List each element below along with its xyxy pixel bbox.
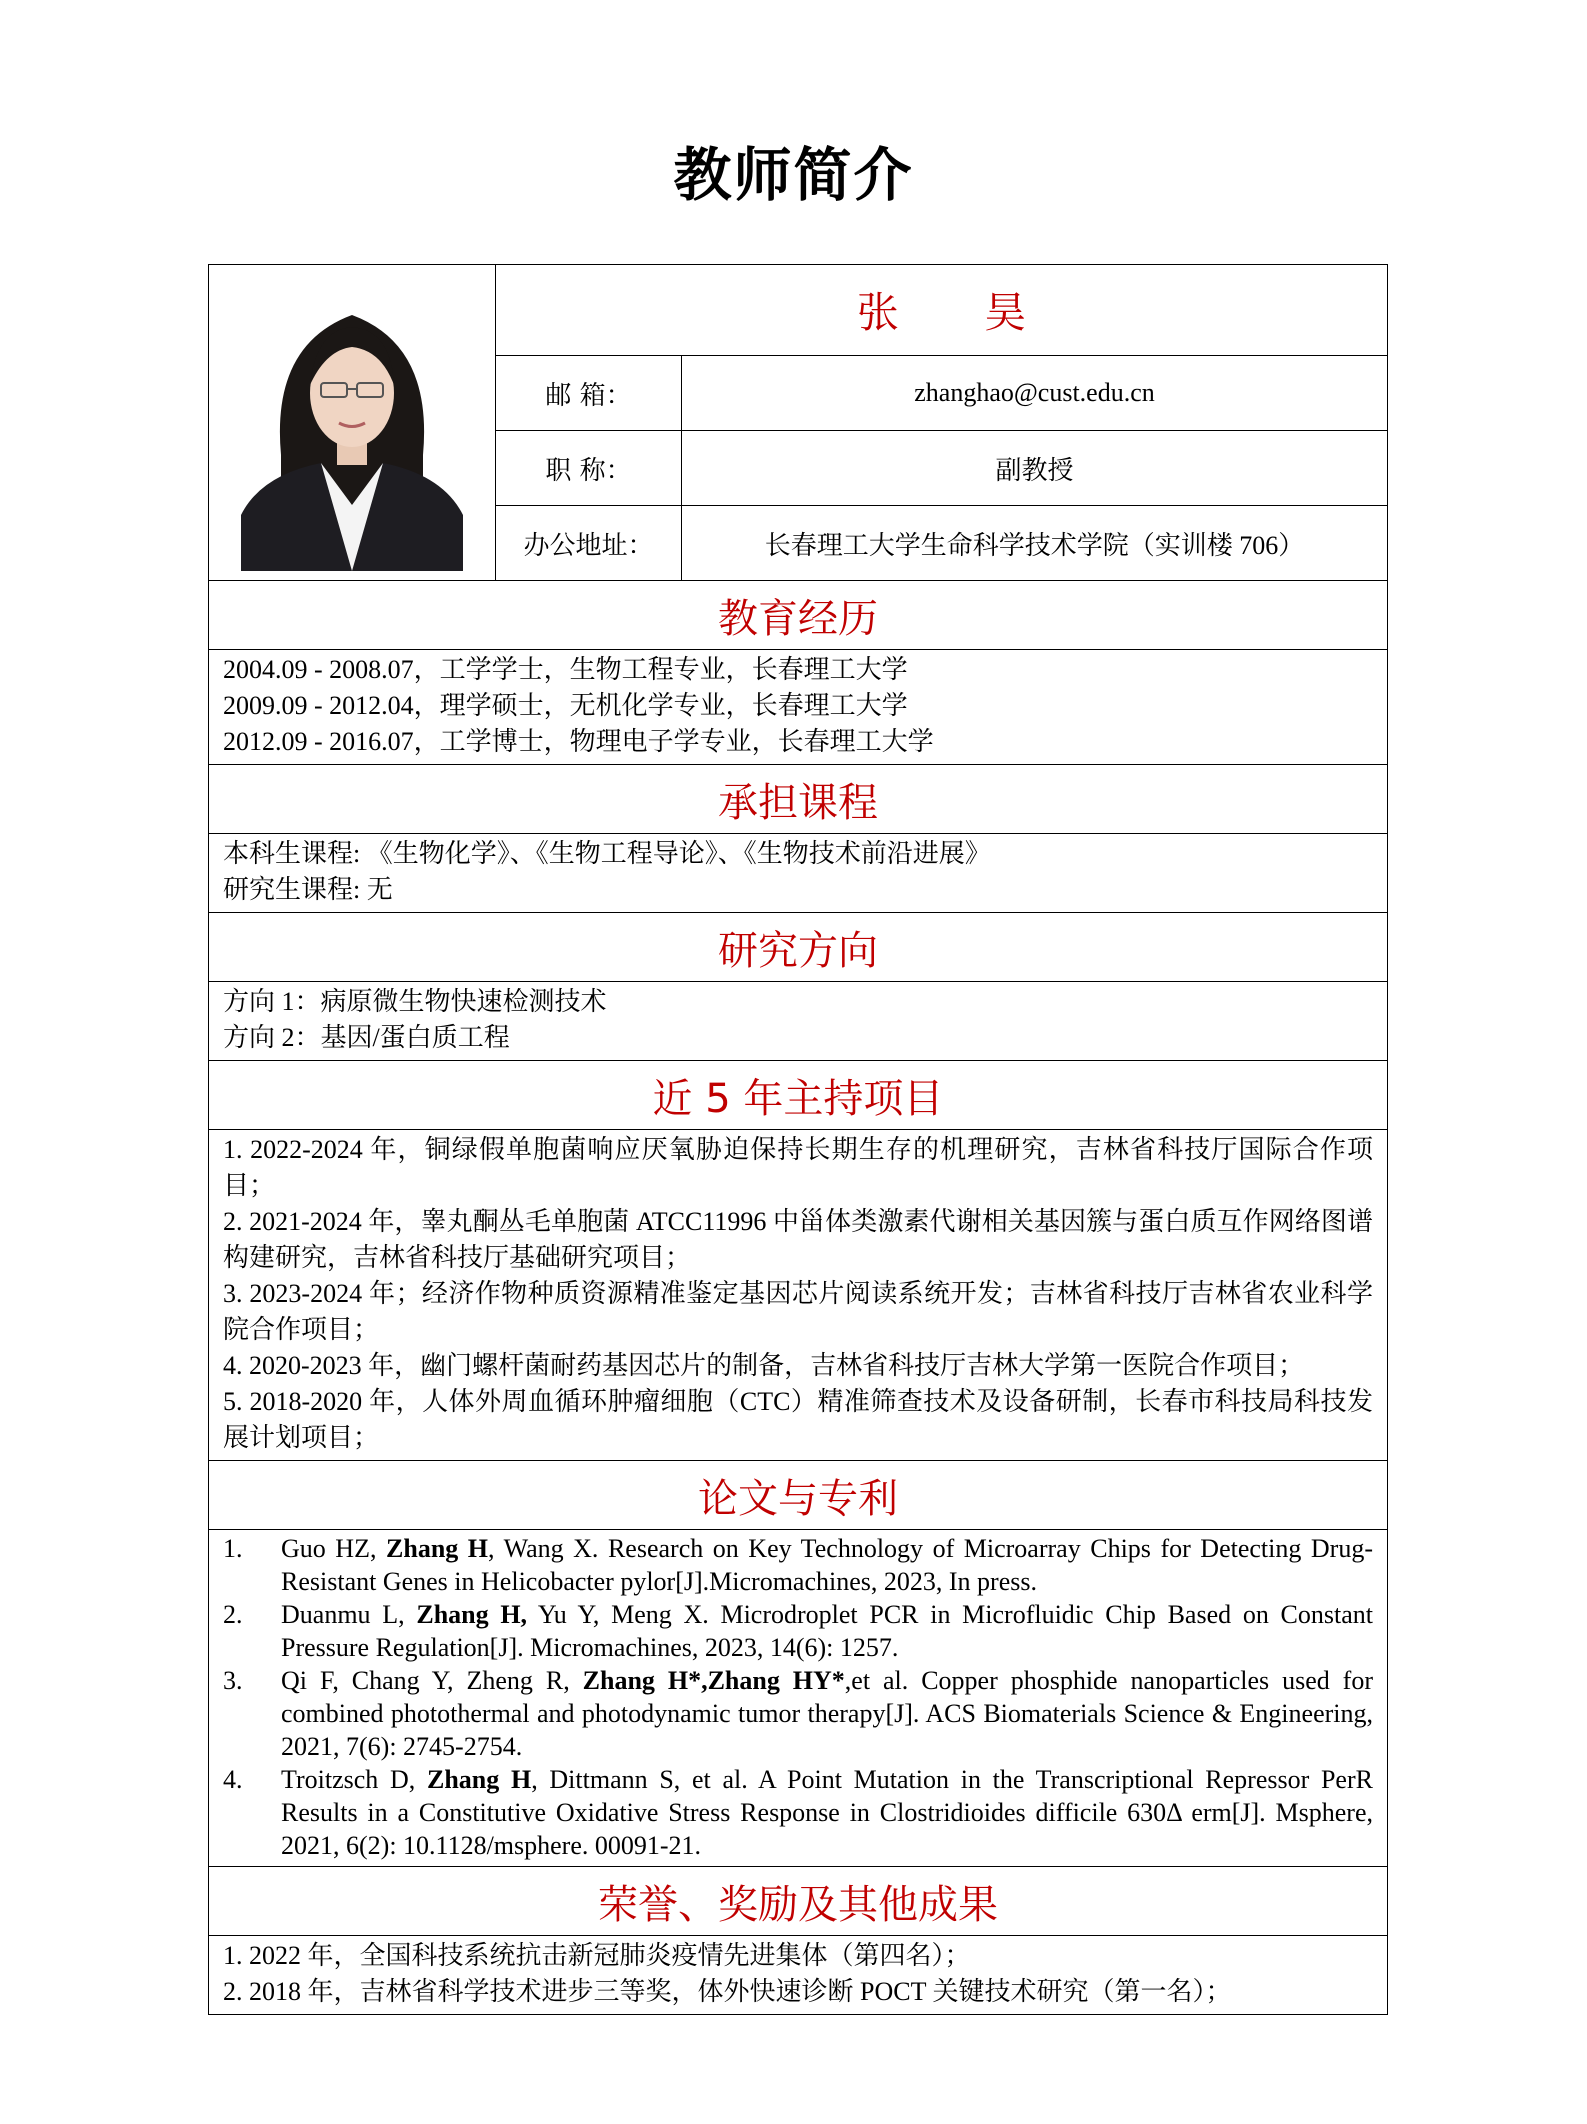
papers-heading: 论文与专利 bbox=[209, 1461, 1388, 1530]
list-item: 5. 2018-2020 年，人体外周血循环肿瘤细胞（CTC）精准筛查技术及设备研制，长春市科技局科技发展计划项目； bbox=[223, 1387, 1373, 1452]
authors-text: Duanmu L, bbox=[281, 1600, 417, 1629]
list-item: 方向 2：基因/蛋白质工程 bbox=[223, 1023, 510, 1052]
honors-heading: 荣誉、奖励及其他成果 bbox=[209, 1867, 1388, 1936]
list-item: 2009.09 - 2012.04，理学硕士，无机化学专业，长春理工大学 bbox=[223, 691, 908, 720]
office-value: 长春理工大学生命科学技术学院（实训楼 706） bbox=[682, 506, 1388, 581]
list-item: 4. 2020-2023 年，幽门螺杆菌耐药基因芯片的制备，吉林省科技厅吉林大学第一医院合作项目； bbox=[223, 1351, 1305, 1380]
list-item: 2. 2021-2024 年，睾丸酮丛毛单胞菌 ATCC11996 中甾体类激素代谢相关基因簇与蛋白质互作网络图谱构建研究，吉林省科技厅基础研究项目； bbox=[223, 1207, 1373, 1272]
education-body bbox=[209, 650, 1388, 765]
courses-body bbox=[209, 834, 1388, 913]
item-number: 4. bbox=[223, 1765, 243, 1794]
list-item: 研究生课程: 无 bbox=[223, 875, 393, 904]
honors-body bbox=[209, 1936, 1388, 2015]
item-number: 2. bbox=[223, 1600, 243, 1629]
list-item: 方向 1：病原微生物快速检测技术 bbox=[223, 987, 607, 1016]
list-item: 2012.09 - 2016.07，工学博士，物理电子学专业，长春理工大学 bbox=[223, 727, 934, 756]
list-item bbox=[223, 1763, 1373, 1862]
citation-text: , Wang X. Research on Key Technology of Microarray Chips for Detecting Drug-Resistant Genes in Helicobacter pylor[J].Micromachines, 2023, In press. bbox=[281, 1534, 1374, 1596]
list-item bbox=[223, 1664, 1373, 1763]
email-value[interactable]: zhanghao@cust.edu.cn bbox=[682, 356, 1388, 431]
profile-table bbox=[208, 264, 1388, 2015]
citation-text: , Dittmann S, et al. A Point Mutation in the Transcriptional Repressor PerR Results in a Constitutive Oxidative Stress Response in Clostridioides difficile 630Δ erm[J]. Msphere, 2021, 6(2): 10.1128/msphere. 00091-21. bbox=[281, 1765, 1373, 1860]
email-label: 邮 箱： bbox=[496, 356, 682, 431]
office-label: 办公地址： bbox=[496, 506, 682, 581]
citation-text: Yu Y, Meng X. Microdroplet PCR in Microfluidic Chip Based on Constant Pressure Regulation[J]. Micromachines, 2023, 14(6): 1257. bbox=[281, 1600, 1373, 1662]
research-body bbox=[209, 982, 1388, 1061]
list-item: 本科生课程: 《生物化学》、《生物工程导论》、《生物技术前沿进展》 bbox=[223, 839, 991, 868]
highlight-author: Zhang H bbox=[426, 1765, 532, 1794]
list-item: 1. 2022-2024 年，铜绿假单胞菌响应厌氧胁迫保持长期生存的机理研究，吉林省科技厅国际合作项目； bbox=[223, 1135, 1373, 1200]
photo-cell bbox=[209, 265, 496, 581]
title-value: 副教授 bbox=[682, 431, 1388, 506]
item-number: 1. bbox=[223, 1534, 243, 1563]
highlight-author: Zhang H bbox=[386, 1534, 489, 1563]
list-item bbox=[223, 1598, 1373, 1664]
highlight-author: Zhang H*,Zhang HY* bbox=[582, 1666, 845, 1695]
authors-text: Troitzsch D, bbox=[281, 1765, 427, 1794]
citation-text: ,et al. Copper phosphide nanoparticles used for combined photothermal and photodynamic tumor therapy[J]. ACS Biomaterials Science & Engineering, 2021, 7(6): 2745-2754. bbox=[281, 1666, 1373, 1761]
item-number: 3. bbox=[223, 1666, 243, 1695]
research-heading: 研究方向 bbox=[209, 913, 1388, 982]
profile-photo bbox=[241, 275, 463, 571]
education-heading: 教育经历 bbox=[209, 581, 1388, 650]
projects-heading: 近 5 年主持项目 bbox=[209, 1061, 1388, 1130]
highlight-author: Zhang H, bbox=[416, 1600, 528, 1629]
title-label: 职 称： bbox=[496, 431, 682, 506]
list-item bbox=[223, 1532, 1373, 1598]
list-item: 2. 2018 年，吉林省科学技术进步三等奖，体外快速诊断 POCT 关键技术研究（第一名）； bbox=[223, 1977, 1232, 2006]
page-title: 教师简介 bbox=[673, 141, 914, 209]
projects-body bbox=[209, 1130, 1388, 1461]
papers-body bbox=[209, 1530, 1388, 1867]
list-item: 1. 2022 年，全国科技系统抗击新冠肺炎疫情先进集体（第四名）； bbox=[223, 1941, 971, 1970]
teacher-name: 张 昊 bbox=[496, 265, 1388, 356]
courses-heading: 承担课程 bbox=[209, 765, 1388, 834]
authors-text: Qi F, Chang Y, Zheng R, bbox=[281, 1666, 583, 1695]
list-item: 3. 2023-2024 年；经济作物种质资源精准鉴定基因芯片阅读系统开发；吉林省科技厅吉林省农业科学院合作项目； bbox=[223, 1279, 1373, 1344]
authors-text: Guo HZ, bbox=[281, 1534, 387, 1563]
list-item: 2004.09 - 2008.07，工学学士，生物工程专业，长春理工大学 bbox=[223, 655, 908, 684]
